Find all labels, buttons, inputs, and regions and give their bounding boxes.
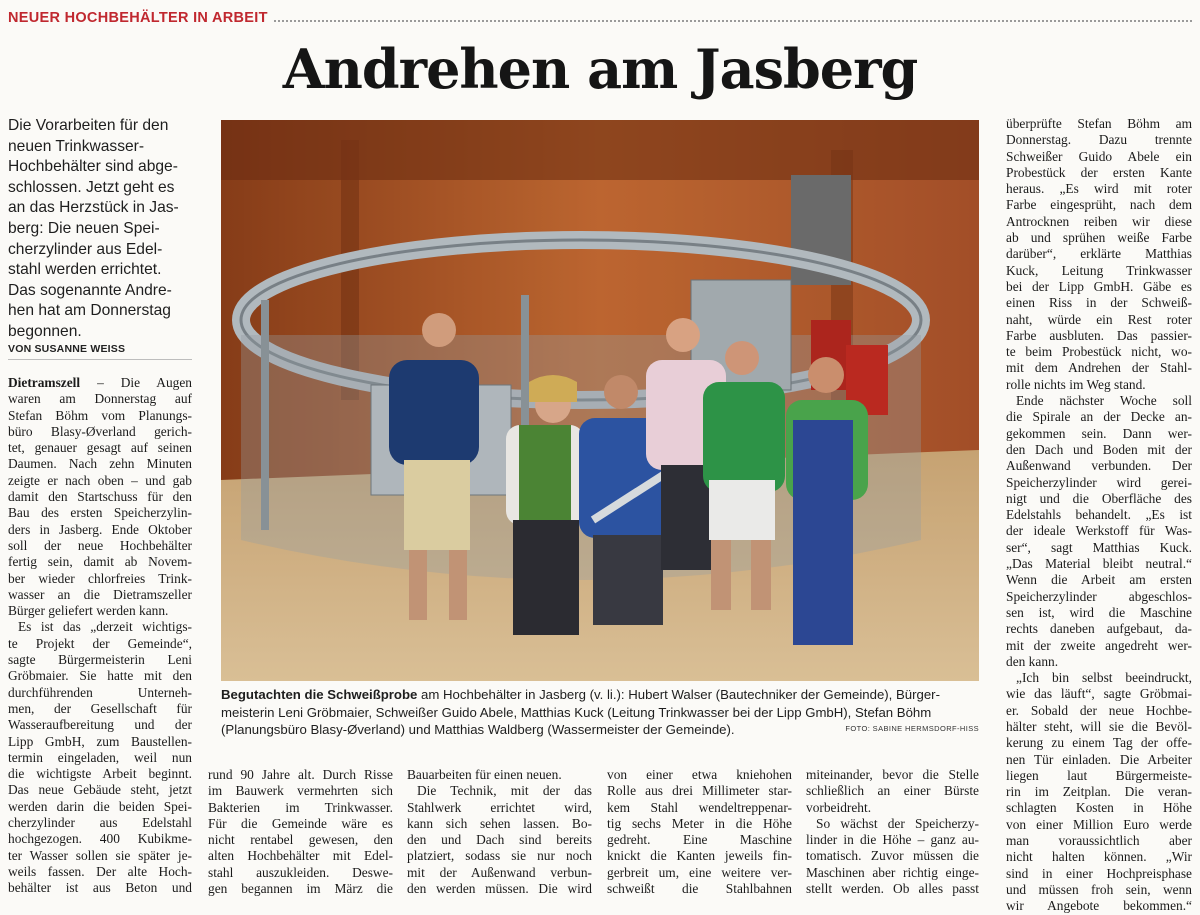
- lead-line: cherzylinder aus Edel-: [8, 240, 163, 258]
- body-line: cherzylinder aus Edelstahl: [8, 815, 192, 831]
- body-line: überprüfte Stefan Böhm am: [1006, 116, 1192, 131]
- body-line: hochgezogen. 400 Kubikme-: [8, 831, 192, 847]
- body-line: te beim Probestück nicht, wo-: [1006, 344, 1192, 360]
- body-line: men, der Gesellschaft für: [8, 700, 192, 716]
- body-line: den werden müssen. Die wird: [407, 881, 592, 897]
- body-line: linder in die Höhe – ganz au-: [806, 832, 979, 848]
- body-line: gerbreit um, eine weitere ver-: [607, 864, 792, 880]
- body-line: ter Wasser sollen sie später je-: [8, 847, 192, 863]
- body-line: von einer etwa kniehohen: [607, 767, 792, 782]
- caption-text: am Hochbehälter in Jasberg (v. li.): Hubert Walser (Bautechniker der Gemeinde), Bürger-: [417, 687, 940, 702]
- body-line: Bauarbeiten für einen neuen.: [407, 767, 562, 782]
- body-line: Daumen. Nach zehn Minuten: [8, 456, 192, 472]
- body-line: Farbe eingesprüht, nach dem: [1006, 197, 1192, 213]
- body-line: ser“, sagt Matthias Kuck.: [1006, 539, 1192, 555]
- body-line: von einer Million Euro werde: [1006, 816, 1192, 832]
- body-line: tig sechs Meter in die Höhe: [607, 815, 792, 831]
- body-line: sind in einer Hochpreisphase: [1006, 865, 1192, 881]
- body-line: den und Dach sind bereits: [407, 832, 592, 848]
- body-line: liegen laut Bürgermeiste-: [1006, 767, 1192, 783]
- body-line: schlagten Kosten in Höhe: [1006, 800, 1192, 816]
- body-line: weils fassen. Der alte Hoch-: [8, 863, 192, 879]
- body-column-6: [1006, 116, 1192, 915]
- body-line: gen begannen im März die: [208, 881, 393, 897]
- lead-line: Die Vorarbeiten für den: [8, 117, 169, 134]
- body-line: kerung zu einem Tag der offe-: [1006, 735, 1192, 751]
- body-line: Stefan Böhm vom Planungs-: [8, 407, 192, 423]
- body-line: Speicherzylinder abgeschlos-: [1006, 588, 1192, 604]
- body-line: wie das läuft“, sagte Gröbmai-: [1006, 686, 1192, 702]
- kicker-label: NEUER HOCHBEHÄLTER IN ARBEIT: [8, 10, 268, 26]
- body-line: Für die Gemeinde wäre es: [208, 815, 393, 831]
- photo-credit: FOTO: SABINE HERMSDORF-HISS: [845, 724, 979, 733]
- caption-line: (Planungsbüro Blasy-Øverland) und Matthias Waldberg (Wassermeister der Gemeinde).: [221, 722, 735, 737]
- body-line: Antrocknen reiben wir diese: [1006, 213, 1192, 229]
- body-column-1: [8, 375, 192, 897]
- body-line: rin im Zeitplan. Die veran-: [1006, 784, 1192, 800]
- body-line: Ende nächster Woche soll: [1016, 393, 1192, 409]
- body-line: miteinander, bevor die Stelle: [806, 767, 979, 782]
- body-line: platziert, sodass sie nur noch: [407, 848, 592, 864]
- body-line: zeigte er nach oben – und gab: [8, 472, 192, 488]
- body-line: Probestück der ersten Kante: [1006, 164, 1192, 180]
- body-line: kem Stahl wendeltreppenar-: [607, 799, 792, 815]
- body-line: Speicherzylinder wird gerei-: [1006, 474, 1192, 490]
- body-line: behälter ist aus Beton und: [8, 880, 192, 896]
- body-line: stellt werden. Ob alles passt: [806, 881, 979, 897]
- section-kicker: [8, 8, 1192, 28]
- lead-line: Das sogenannte Andre-: [8, 281, 172, 299]
- body-line: fertig sein, damit ab Novem-: [8, 554, 192, 570]
- body-line: ders in Jasberg. Ende Oktober: [8, 521, 192, 537]
- body-line: Die Technik, mit der das: [417, 783, 592, 799]
- body-line: und müssen froh sein, wenn: [1006, 881, 1192, 897]
- body-line: Edelstahls behandelt. „Es ist: [1006, 507, 1192, 523]
- body-line: damit den Startschuss für den: [8, 489, 192, 505]
- body-line: er. Sobald der neue Hochbe-: [1006, 702, 1192, 718]
- body-line: gekommen sein. Dann wer-: [1006, 425, 1192, 441]
- body-line: rund 90 Jahre alt. Durch Risse: [208, 767, 393, 782]
- body-line: der ideale Werkstoff für Was-: [1006, 523, 1192, 539]
- body-line: tet, genauer gesagt auf seinen: [8, 440, 192, 456]
- body-line: sagte Bürgermeisterin Leni: [8, 652, 192, 668]
- body-line: mit der zweite angedreht wer-: [1006, 637, 1192, 653]
- body-line: wir Angebote bekommen.“: [1006, 898, 1192, 914]
- body-line: Schweißer Guido Abele ein: [1006, 148, 1192, 164]
- body-line: man voraussichtlich aber: [1006, 833, 1192, 849]
- body-line: Bakterien im Trinkwasser.: [208, 799, 393, 815]
- body-line: vorbeidreht.: [806, 799, 872, 815]
- article-byline: VON SUSANNE WEISS: [8, 343, 192, 360]
- body-line: Maschinen aber richtig einge-: [806, 864, 979, 880]
- body-line: So wächst der Speicherzy-: [816, 815, 979, 831]
- body-line: den kann.: [1006, 653, 1059, 669]
- body-column-2: [208, 767, 393, 897]
- body-line: tomatisch. Zuvor müssen die: [806, 848, 979, 864]
- body-line: alten Hochbehälter mit Edel-: [208, 848, 393, 864]
- body-line: schweißt die Stahlbahnen: [607, 881, 792, 897]
- lead-line: an das Herzstück in Jas-: [8, 199, 179, 217]
- body-line: nicht rentabel gewesen, den: [208, 832, 393, 848]
- body-line: Außenwand verbunden. Der: [1006, 458, 1192, 474]
- body-line: mit dem Andrehen der Stahl-: [1006, 360, 1192, 376]
- body-line: wasser an die Dietramszeller: [8, 586, 192, 602]
- body-line: im Bauwerk vermehrten sich: [208, 783, 393, 799]
- body-line: rechts daneben aufgebaut, da-: [1006, 621, 1192, 637]
- body-line: „Ich bin selbst beeindruckt,: [1016, 670, 1192, 686]
- body-line: schließlich an einer Bürste: [806, 783, 979, 799]
- body-line: sen ist, wird die Maschine: [1006, 604, 1192, 620]
- lead-line: neuen Trinkwasser-: [8, 137, 145, 155]
- body-column-5: [806, 767, 979, 897]
- lead-line: begonnen.: [8, 322, 82, 340]
- body-line: Gröbmaier. Sie hatte mit den: [8, 668, 192, 684]
- body-line: hälter steht, will sie die Bevöl-: [1006, 718, 1192, 734]
- body-line: Kuck, Leitung Trinkwasser: [1006, 262, 1192, 278]
- body-line: werden darin die beiden Spei-: [8, 798, 192, 814]
- article-photo: [221, 120, 979, 681]
- body-line: kann sich sehen lassen. Bo-: [407, 815, 592, 831]
- body-line: Bau des ersten Speicherzylin-: [8, 505, 192, 521]
- body-line: termin eingeladen, weil nun: [8, 749, 192, 765]
- body-line: mit der Außenwand verbun-: [407, 864, 592, 880]
- body-line: nicht halten können. „Wir: [1006, 849, 1192, 865]
- photo-illustration: [221, 120, 979, 681]
- lead-line: hen hat am Donnerstag: [8, 302, 171, 320]
- lead-line: berg: Die neuen Spei-: [8, 219, 160, 237]
- body-line: den Dach und Boden mit der: [1006, 441, 1192, 457]
- lead-line: stahl werden errichtet.: [8, 261, 162, 279]
- dateline: Dietramszell: [8, 375, 81, 390]
- body-line: Lipp GmbH, zum Baustellen-: [8, 733, 192, 749]
- body-line: waren am Donnerstag auf: [8, 391, 192, 407]
- body-line: Wenn die Arbeit am ersten: [1006, 572, 1192, 588]
- body-line: Wasseraufbereitung und der: [8, 717, 192, 733]
- body-column-4: [607, 767, 792, 897]
- body-line: heraus. „Es wird mit roter: [1006, 181, 1192, 197]
- body-line: „Das Material bleibt neutral.“: [1006, 556, 1192, 572]
- body-line: ber wieder chlorfreies Trink-: [8, 570, 192, 586]
- body-line: bei der Lipp GmbH. Gäbe es: [1006, 278, 1192, 294]
- body-line: nigt und die Oberfläche des: [1006, 490, 1192, 506]
- caption-bold: Begutachten die Schweißprobe: [221, 687, 418, 702]
- body-line: Rolle aus drei Millimeter star-: [607, 783, 792, 799]
- body-line: durchführenden Unterneh-: [8, 684, 192, 700]
- body-line: Bürger geliefert werden kann.: [8, 603, 169, 619]
- body-line: Es ist das „derzeit wichtigs-: [18, 619, 192, 635]
- first-line-text: – Die Augen: [80, 375, 192, 390]
- caption-line: meisterin Leni Gröbmaier, Schweißer Guido Abele, Matthias Kuck (Leitung Trinkwasser bei der Lipp GmbH), Stefan Böhm: [221, 704, 932, 720]
- body-line: Donnerstag. Dazu trennte: [1006, 132, 1192, 148]
- body-line: rolle nichts im Weg stand.: [1006, 376, 1146, 392]
- body-line: einen Riss in der Schweiß-: [1006, 295, 1192, 311]
- article-headline: Andrehen am Jasberg: [282, 37, 918, 101]
- lead-line: Hochbehälter sind abge-: [8, 158, 178, 176]
- body-line: soll der neue Hochbehälter: [8, 537, 192, 553]
- caption-line: [221, 686, 979, 704]
- body-line: Farbe ausbluten. Das passier-: [1006, 327, 1192, 343]
- body-line: ab und sprühen weiße Farbe: [1006, 230, 1192, 246]
- photo-caption: [221, 686, 979, 739]
- article-lead: [8, 116, 194, 343]
- body-line: gedreht. Eine Maschine: [607, 832, 792, 848]
- body-line: knickt die Kanten jeweils fin-: [607, 848, 792, 864]
- body-column-3: [407, 767, 592, 897]
- kicker-dotted-rule: [274, 20, 1192, 22]
- body-line: die Spirale an der Decke an-: [1006, 409, 1192, 425]
- body-line: te Projekt der Gemeinde“,: [8, 635, 192, 651]
- lead-line: schlossen. Jetzt geht es: [8, 178, 175, 196]
- body-line: nen Tür einladen. Die Arbeiter: [1006, 751, 1192, 767]
- body-line: darüber“, erklärte Matthias: [1006, 246, 1192, 262]
- body-line: die wichtigste Arbeit beginnt.: [8, 766, 192, 782]
- body-line: büro Blasy-Øverland gerich-: [8, 423, 192, 439]
- body-line: stahl auszukleiden. Deswe-: [208, 864, 393, 880]
- body-line: Stahlwerk errichtet wird,: [407, 799, 592, 815]
- body-line: Das neue Gebäude steht, jetzt: [8, 782, 192, 798]
- body-line: naht, würde ein Rest roter: [1006, 311, 1192, 327]
- first-line: [8, 375, 192, 391]
